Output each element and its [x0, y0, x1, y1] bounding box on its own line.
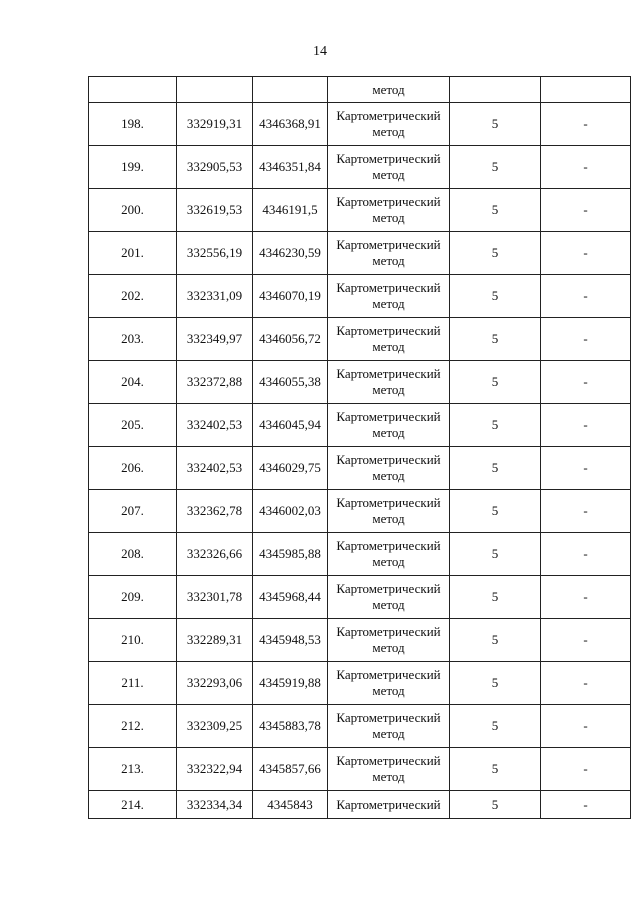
cell-x: 332309,25: [177, 705, 253, 748]
method-line-1: Картометрический: [336, 194, 441, 209]
cell-accuracy: 5: [450, 404, 541, 447]
cell-number: 205.: [89, 404, 177, 447]
method-line-1: Картометрический: [336, 452, 441, 467]
cell-extra: -: [541, 404, 631, 447]
cell-accuracy: 5: [450, 533, 541, 576]
method-line-2: метод: [372, 210, 405, 225]
cell-y: 4345968,44: [253, 576, 328, 619]
cell-y: 4346351,84: [253, 146, 328, 189]
cell-accuracy: 5: [450, 748, 541, 791]
method-line-1: Картометрический: [336, 366, 441, 381]
method-line-1: Картометрический: [336, 753, 441, 768]
method-line-1: Картометрический: [336, 280, 441, 295]
cell-extra: -: [541, 318, 631, 361]
cell-method: [328, 662, 450, 705]
method-line-1: Картометрический: [336, 409, 441, 424]
table-row: [89, 146, 631, 189]
cell-accuracy: 5: [450, 791, 541, 819]
table-row: [89, 662, 631, 705]
cell-accuracy: 5: [450, 490, 541, 533]
method-line-2: метод: [372, 511, 405, 526]
cell-x: [177, 77, 253, 103]
cell-method: [328, 103, 450, 146]
cell-y: 4346002,03: [253, 490, 328, 533]
cell-x: 332349,97: [177, 318, 253, 361]
cell-x: 332301,78: [177, 576, 253, 619]
continuation-row: [89, 77, 631, 103]
method-line-1: Картометрический: [336, 667, 441, 682]
method-line-2: метод: [372, 124, 405, 139]
cell-number: 212.: [89, 705, 177, 748]
cell-y: 4345985,88: [253, 533, 328, 576]
cell-extra: -: [541, 748, 631, 791]
cell-number: 199.: [89, 146, 177, 189]
cell-number: 214.: [89, 791, 177, 819]
table-row: [89, 705, 631, 748]
table-row: [89, 103, 631, 146]
cell-x: 332619,53: [177, 189, 253, 232]
cell-x: 332326,66: [177, 533, 253, 576]
cell-accuracy: 5: [450, 619, 541, 662]
table-row: [89, 275, 631, 318]
method-line-2: метод: [372, 769, 405, 784]
cell-extra: -: [541, 791, 631, 819]
cell-y: 4346055,38: [253, 361, 328, 404]
cell-number: 209.: [89, 576, 177, 619]
method-line-2: метод: [372, 726, 405, 741]
cell-method: метод: [328, 77, 450, 103]
cell-accuracy: 5: [450, 275, 541, 318]
cell-number: 198.: [89, 103, 177, 146]
cell-method: [328, 404, 450, 447]
cell-x: 332362,78: [177, 490, 253, 533]
cell-method: [328, 533, 450, 576]
cell-accuracy: 5: [450, 662, 541, 705]
cell-y: 4345948,53: [253, 619, 328, 662]
cell-number: 207.: [89, 490, 177, 533]
cell-y: 4345857,66: [253, 748, 328, 791]
table-row: [89, 576, 631, 619]
table-row: [89, 318, 631, 361]
cell-method: [328, 447, 450, 490]
cell-method: [328, 705, 450, 748]
cell-y: 4346029,75: [253, 447, 328, 490]
cell-accuracy: 5: [450, 146, 541, 189]
method-line-2: метод: [372, 468, 405, 483]
table-row: [89, 490, 631, 533]
table-row: [89, 447, 631, 490]
method-line-1: Картометрический: [336, 710, 441, 725]
cell-number: 201.: [89, 232, 177, 275]
cell-y: 4345843: [253, 791, 328, 819]
method-line-2: метод: [372, 167, 405, 182]
page-number: 14: [313, 44, 327, 59]
cell-x: 332289,31: [177, 619, 253, 662]
cell-x: 332322,94: [177, 748, 253, 791]
table-row: [89, 404, 631, 447]
cell-extra: -: [541, 146, 631, 189]
cell-method: [328, 146, 450, 189]
method-line-2: метод: [372, 683, 405, 698]
coordinates-table: [88, 76, 631, 819]
method-line-1: Картометрический: [336, 151, 441, 166]
cell-x: 332556,19: [177, 232, 253, 275]
cell-number: 200.: [89, 189, 177, 232]
method-line-2: метод: [372, 425, 405, 440]
cell-extra: -: [541, 361, 631, 404]
cell-number: 208.: [89, 533, 177, 576]
cell-number: 213.: [89, 748, 177, 791]
cell-x: 332905,53: [177, 146, 253, 189]
cell-extra: [541, 77, 631, 103]
cell-x: 332331,09: [177, 275, 253, 318]
table-row: [89, 189, 631, 232]
cell-number: 204.: [89, 361, 177, 404]
cell-method: [328, 748, 450, 791]
cell-y: 4346191,5: [253, 189, 328, 232]
cell-y: 4345919,88: [253, 662, 328, 705]
method-line-1: Картометрический: [336, 108, 441, 123]
cell-x: 332919,31: [177, 103, 253, 146]
cell-accuracy: 5: [450, 189, 541, 232]
cell-method: [328, 189, 450, 232]
cell-y: 4346230,59: [253, 232, 328, 275]
table-row: [89, 791, 631, 819]
cell-method: [328, 490, 450, 533]
table-row: [89, 533, 631, 576]
method-line-2: метод: [372, 296, 405, 311]
cell-method: Картометрический: [328, 791, 450, 819]
cell-accuracy: 5: [450, 447, 541, 490]
cell-accuracy: 5: [450, 576, 541, 619]
cell-method: [328, 275, 450, 318]
method-line-1: Картометрический: [336, 323, 441, 338]
cell-extra: -: [541, 490, 631, 533]
cell-extra: -: [541, 619, 631, 662]
cell-y: 4346070,19: [253, 275, 328, 318]
cell-extra: -: [541, 705, 631, 748]
cell-number: 210.: [89, 619, 177, 662]
cell-accuracy: 5: [450, 103, 541, 146]
table-row: [89, 619, 631, 662]
method-line-2: метод: [372, 597, 405, 612]
cell-method: [328, 232, 450, 275]
cell-extra: -: [541, 662, 631, 705]
method-line-1: Картометрический: [336, 624, 441, 639]
cell-extra: -: [541, 576, 631, 619]
cell-number: [89, 77, 177, 103]
cell-extra: -: [541, 189, 631, 232]
cell-x: 332372,88: [177, 361, 253, 404]
table-row: [89, 361, 631, 404]
cell-extra: -: [541, 447, 631, 490]
cell-extra: -: [541, 232, 631, 275]
cell-number: 203.: [89, 318, 177, 361]
cell-y: [253, 77, 328, 103]
cell-y: 4346368,91: [253, 103, 328, 146]
table-row: [89, 748, 631, 791]
cell-extra: -: [541, 103, 631, 146]
method-line-2: метод: [372, 339, 405, 354]
cell-y: 4346045,94: [253, 404, 328, 447]
cell-y: 4345883,78: [253, 705, 328, 748]
cell-x: 332334,34: [177, 791, 253, 819]
cell-number: 206.: [89, 447, 177, 490]
method-line-2: метод: [372, 382, 405, 397]
method-line-1: Картометрический: [336, 237, 441, 252]
method-line-2: метод: [372, 554, 405, 569]
method-line-2: метод: [372, 253, 405, 268]
cell-method: [328, 361, 450, 404]
method-line-1: Картометрический: [336, 495, 441, 510]
cell-method: [328, 318, 450, 361]
cell-extra: -: [541, 275, 631, 318]
table-row: [89, 232, 631, 275]
cell-method: [328, 576, 450, 619]
cell-accuracy: [450, 77, 541, 103]
method-line-2: метод: [372, 640, 405, 655]
cell-number: 211.: [89, 662, 177, 705]
cell-accuracy: 5: [450, 705, 541, 748]
cell-y: 4346056,72: [253, 318, 328, 361]
cell-x: 332402,53: [177, 447, 253, 490]
cell-method: [328, 619, 450, 662]
cell-extra: -: [541, 533, 631, 576]
cell-x: 332293,06: [177, 662, 253, 705]
method-line-1: Картометрический: [336, 581, 441, 596]
cell-number: 202.: [89, 275, 177, 318]
cell-accuracy: 5: [450, 232, 541, 275]
cell-x: 332402,53: [177, 404, 253, 447]
cell-accuracy: 5: [450, 318, 541, 361]
method-line-1: Картометрический: [336, 538, 441, 553]
cell-accuracy: 5: [450, 361, 541, 404]
